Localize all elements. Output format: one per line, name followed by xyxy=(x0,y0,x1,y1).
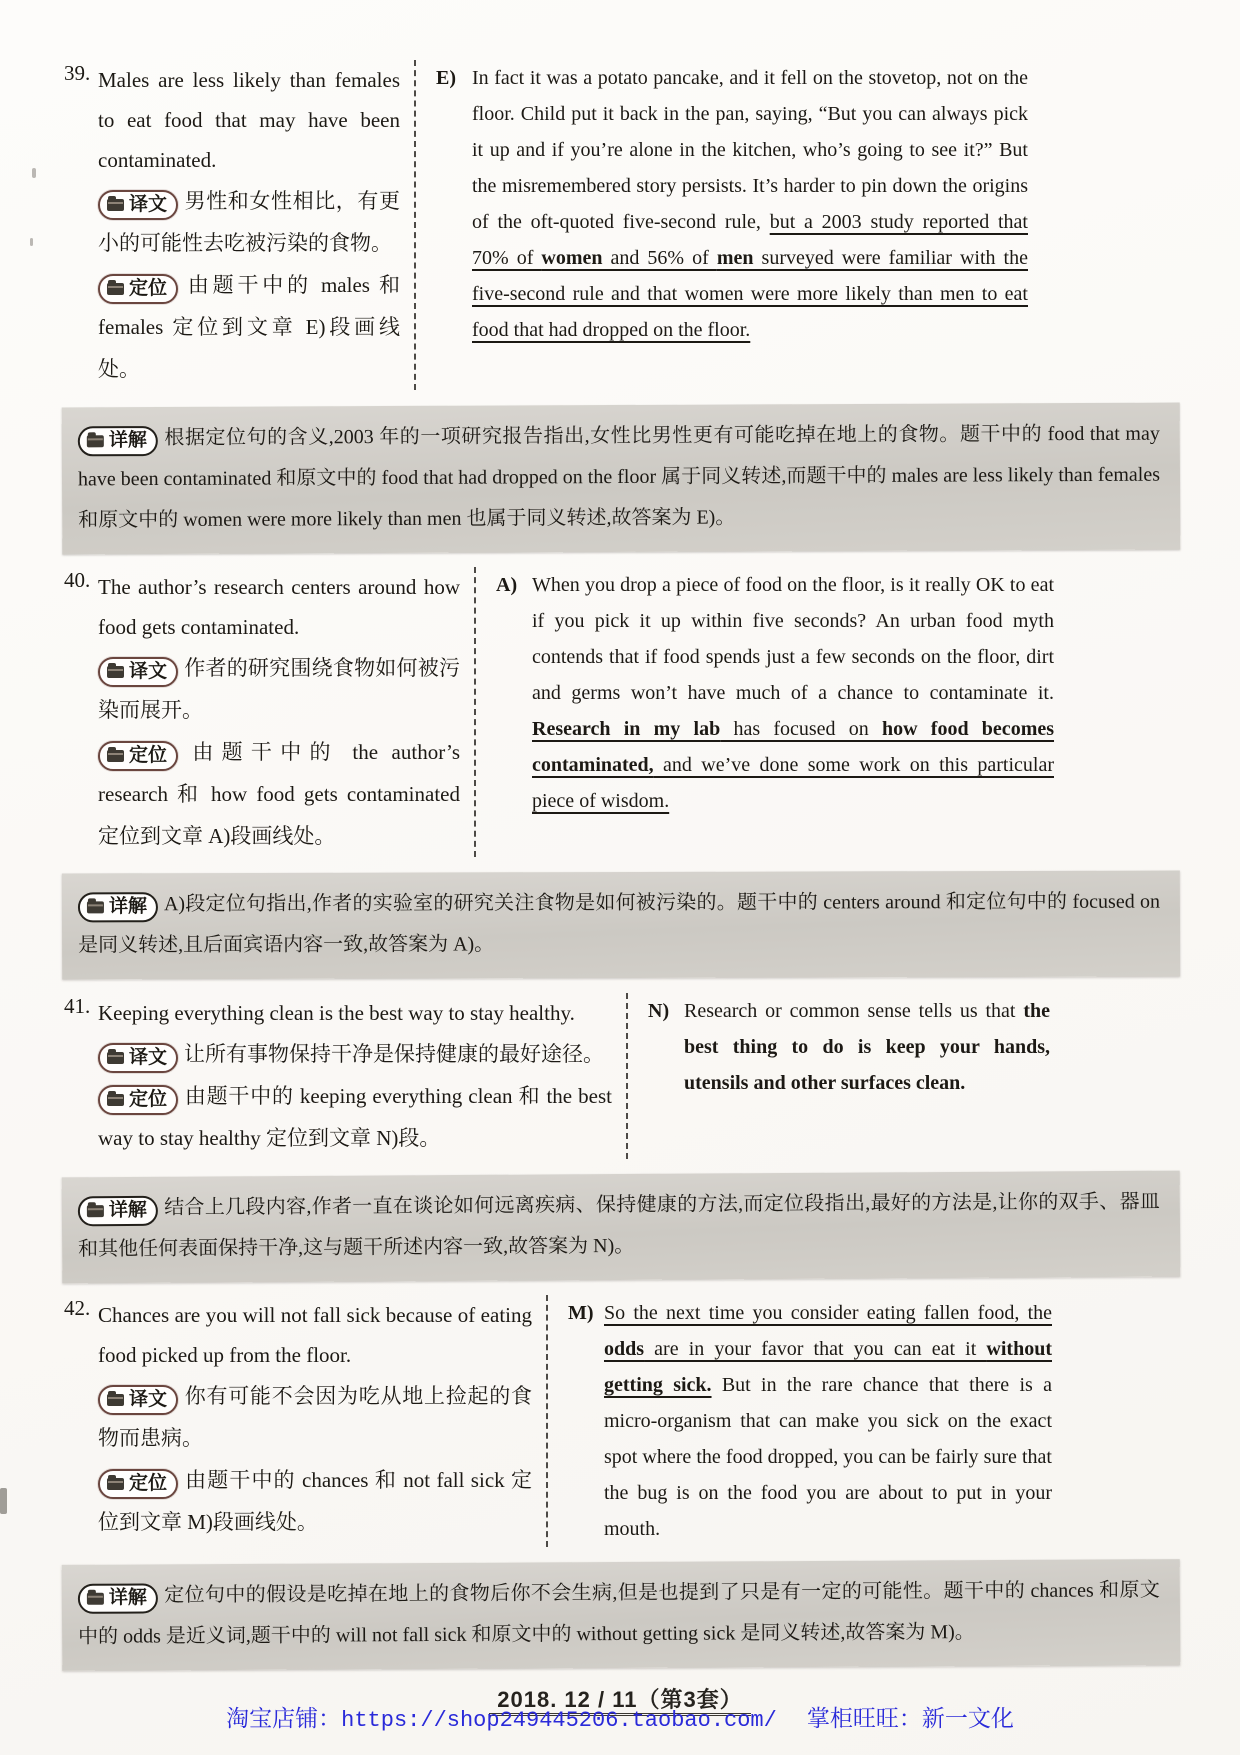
translation-badge-label: 译文 xyxy=(129,661,168,682)
question-stem: Keeping everything clean is the best way to stay healthy. xyxy=(98,1001,575,1025)
question-number: 40. xyxy=(64,568,91,592)
location-line xyxy=(98,1459,532,1543)
location-line xyxy=(98,1075,612,1159)
explanation-badge xyxy=(78,426,158,456)
translation-badge-label: 译文 xyxy=(129,194,168,215)
explanation-badge xyxy=(78,1196,158,1226)
passage-text xyxy=(648,993,1050,1101)
location-text: 由题干中的 males 和 females 定位到文章 E)段画线处。 xyxy=(98,273,400,381)
translation-badge xyxy=(98,1043,178,1073)
edition-label: 2018. 12 / 11（第3套） xyxy=(489,1687,750,1716)
translation-text: 男性和女性相比，有更小的可能性去吃被污染的食物。 xyxy=(98,189,400,255)
question-column-39 xyxy=(64,60,400,390)
scan-artifact xyxy=(32,168,36,178)
folder-icon xyxy=(107,750,124,762)
explanation-box-E xyxy=(62,403,1181,555)
paragraph-letter: E) xyxy=(436,67,456,89)
location-line xyxy=(98,264,400,390)
translation-line xyxy=(98,647,460,731)
explanation-badge xyxy=(78,1583,158,1613)
translation-text: 你有可能不会因为吃从地上捡起的食物而患病。 xyxy=(98,1384,532,1450)
location-line xyxy=(98,731,460,857)
question-number: 42. xyxy=(64,1296,91,1320)
scan-artifact xyxy=(0,1488,7,1514)
scan-artifact xyxy=(30,238,33,246)
folder-icon xyxy=(107,1394,124,1406)
paragraph-letter: A) xyxy=(496,574,518,596)
question-column-41 xyxy=(64,993,612,1159)
folder-icon xyxy=(107,199,124,211)
folder-icon xyxy=(107,1478,124,1490)
question-column-42 xyxy=(64,1295,532,1547)
translation-badge xyxy=(98,190,178,220)
passage-text xyxy=(436,60,1028,348)
translation-line xyxy=(98,180,400,264)
folder-icon xyxy=(107,283,124,295)
translation-badge-label: 译文 xyxy=(129,1389,168,1410)
question-block-39 xyxy=(64,60,1176,390)
location-badge-label: 定位 xyxy=(129,278,168,299)
folder-icon xyxy=(87,1205,104,1217)
passage-body: When you drop a piece of food on the floor, is it really OK to eat if you pick it up within five seconds? An urban food myth contends that if food spends just a few seconds on the floor, dirt and germs won’t have much of a chance to contaminate it. Research in my lab has focused on how food becomes contaminated, and we’ve done some work on this particular piece of wisdom. xyxy=(532,574,1055,812)
folder-icon xyxy=(107,1052,124,1064)
question-stem: Chances are you will not fall sick because of eating food picked up from the floor. xyxy=(98,1303,532,1367)
explanation-box-N xyxy=(62,1171,1181,1284)
location-text: 由题干中的 chances 和 not fall sick 定位到文章 M)段画线处。 xyxy=(98,1468,532,1534)
question-stem: Males are less likely than females to eat food that may have been contaminated. xyxy=(98,68,400,172)
location-badge-label: 定位 xyxy=(129,745,168,766)
location-badge-label: 定位 xyxy=(129,1089,168,1110)
passage-text xyxy=(496,567,1054,819)
translation-line xyxy=(98,1375,532,1459)
folder-icon xyxy=(87,901,104,913)
location-badge xyxy=(98,741,178,771)
passage-body: So the next time you consider eating fallen food, the odds are in your favor that you can eat it without getting sick. But in the rare chance that there is a micro-organism that can make you sick on the exact spot where the food dropped, you can be fairly sure that the bug is on the food you are about to put in your mouth. xyxy=(604,1302,1052,1540)
passage-column-A xyxy=(474,567,1054,857)
question-column-40 xyxy=(64,567,460,857)
passage-column-M xyxy=(546,1295,1052,1547)
question-stem: The author’s research centers around how food gets contaminated. xyxy=(98,575,460,639)
translation-line xyxy=(98,1033,612,1075)
shop-owner: 掌柜旺旺：新一文化 xyxy=(806,1706,1014,1731)
folder-icon xyxy=(87,1593,104,1605)
explanation-badge-label: 详解 xyxy=(108,1199,147,1222)
passage-body: In fact it was a potato pancake, and it fell on the stovetop, not on the floor. Child put it back in the pan, saying, “But you can always pick it up and if you’re alone in the kitchen, who’s going to see it?” But the misremembered story persists. It’s harder to pin down the origins of the oft-quoted five-second rule, but a 2003 study reported that 70% of women and 56% of men surveyed were familiar with the five-second rule and that women were more likely than men to eat food that had dropped on the floor. xyxy=(472,67,1028,341)
location-badge-label: 定位 xyxy=(129,1473,168,1494)
shop-url-link[interactable]: https://shop249445206.taobao.com/ xyxy=(341,1708,777,1733)
folder-icon xyxy=(107,666,124,678)
question-number: 41. xyxy=(64,994,91,1018)
translation-text: 作者的研究围绕食物如何被污染而展开。 xyxy=(98,656,460,722)
location-text: 由题干中的 the author’s research 和 how food gets contaminated 定位到文章 A)段画线处。 xyxy=(98,740,460,848)
explanation-text: 结合上几段内容,作者一直在谈论如何远离疾病、保持健康的方法,而定位段指出,最好的方法是,让你的双手、器皿和其他任何表面保持干净,这与题干所述内容一致,故答案为 N)。 xyxy=(78,1190,1160,1261)
paragraph-letter: N) xyxy=(648,1000,670,1022)
translation-text: 让所有事物保持干净是保持健康的最好途径。 xyxy=(184,1042,605,1066)
question-block-40 xyxy=(64,567,1176,857)
question-block-42 xyxy=(64,1295,1176,1547)
folder-icon xyxy=(107,1094,124,1106)
paragraph-letter: M) xyxy=(568,1302,594,1324)
explanation-badge-label: 详解 xyxy=(108,430,147,452)
explanation-box-M xyxy=(62,1559,1181,1671)
passage-text xyxy=(568,1295,1052,1547)
question-number: 39. xyxy=(64,61,91,85)
location-badge xyxy=(98,1469,178,1499)
passage-body: Research or common sense tells us that the best thing to do is keep your hands, utensils and other surfaces clean. xyxy=(684,1000,1050,1094)
passage-column-N xyxy=(626,993,1050,1159)
shop-info-line xyxy=(0,1700,1240,1733)
folder-icon xyxy=(87,435,104,447)
location-text: 由题干中的 keeping everything clean 和 the best way to stay healthy 定位到文章 N)段。 xyxy=(98,1084,612,1150)
location-badge xyxy=(98,274,178,304)
passage-column-E xyxy=(414,60,1028,390)
explanation-badge xyxy=(78,892,158,922)
shop-label: 淘宝店铺： xyxy=(226,1706,342,1731)
translation-badge xyxy=(98,657,178,687)
explanation-text: 根据定位句的含义,2003 年的一项研究报告指出,女性比男性更有可能吃掉在地上的食物。题干中的 food that may have been contaminated 和原文中的 food that had dropped on the floor 属于同义转述,而题干中的 males are less likely than females 和原文中的 women were more likely than men 也属于同义转述,故答案为 E)。 xyxy=(77,422,1161,532)
explanation-badge-label: 详解 xyxy=(108,1587,147,1609)
explanation-text: 定位句中的假设是吃掉在地上的食物后你不会生病,但是也提到了只是有一定的可能性。题干中的 chances 和原文中的 odds 是近义词,题干中的 will not fall sick 和原文中的 without getting sick 是同义转述,故答案为 M)。 xyxy=(78,1579,1160,1648)
question-block-41 xyxy=(64,993,1176,1159)
explanation-badge-label: 详解 xyxy=(108,896,147,918)
translation-badge-label: 译文 xyxy=(129,1047,168,1068)
explanation-text: A)段定位句指出,作者的实验室的研究关注食物是如何被污染的。题干中的 centers around 和定位句中的 focused on 是同义转述,且后面宾语内容一致,故答案为 A)。 xyxy=(78,890,1160,957)
translation-badge xyxy=(98,1385,178,1415)
explanation-box-A xyxy=(62,871,1180,980)
location-badge xyxy=(98,1085,178,1115)
